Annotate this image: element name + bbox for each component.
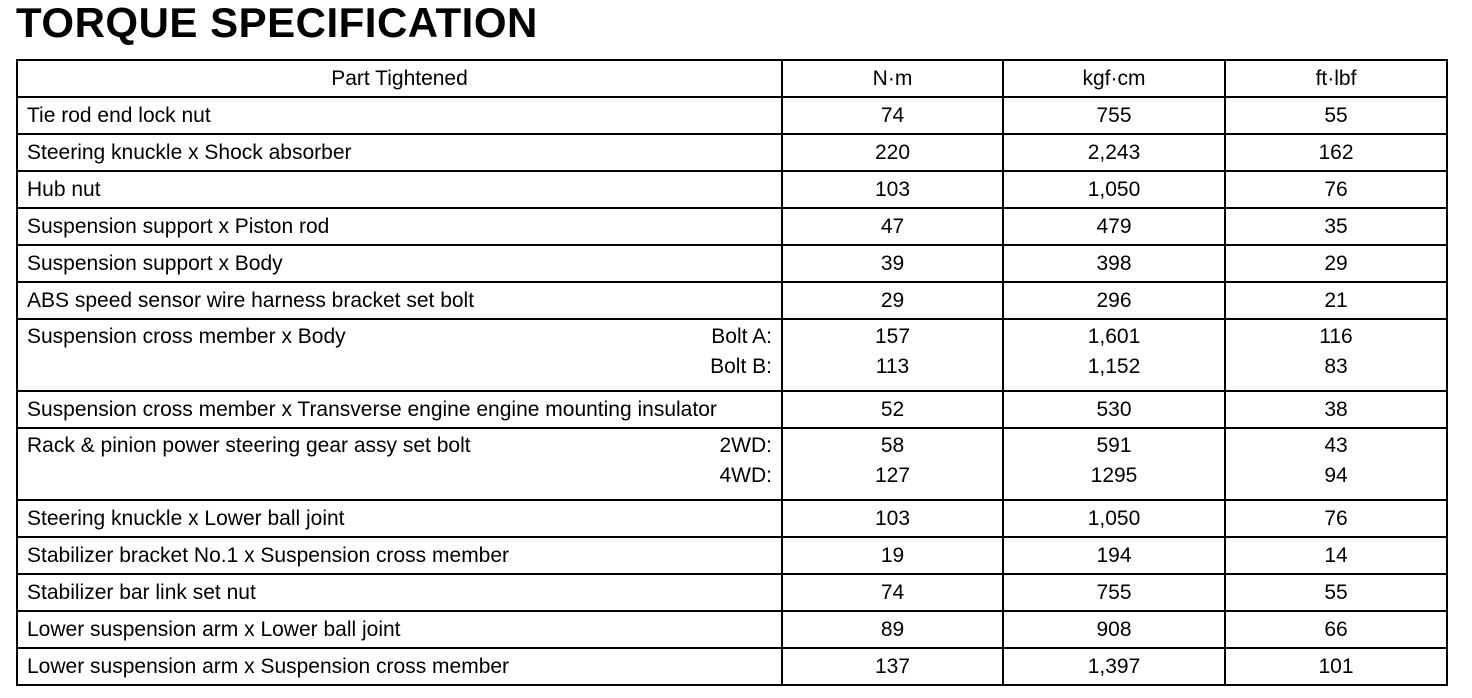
kgf-cell	[1003, 428, 1225, 500]
nm-value: 39	[782, 245, 1003, 282]
ftlbf-value: 29	[1225, 245, 1447, 282]
nm-value: 137	[782, 648, 1003, 685]
nm-value: 58	[880, 434, 905, 457]
part-name: ABS speed sensor wire harness bracket set bolt	[17, 282, 782, 319]
part-name: Tie rod end lock nut	[17, 97, 782, 134]
part-name: Suspension support x Piston rod	[17, 208, 782, 245]
header-nm: N·m	[782, 60, 1003, 97]
table-row	[17, 134, 1447, 171]
part-name: Steering knuckle x Shock absorber	[17, 134, 782, 171]
header-kgf-cm: kgf·cm	[1003, 60, 1225, 97]
nm-value: 220	[782, 134, 1003, 171]
kgf-value: 1,050	[1003, 171, 1225, 208]
part-name: Rack & pinion power steering gear assy set bolt	[27, 434, 471, 457]
ftlbf-value: 94	[1324, 464, 1348, 487]
nm-value: 113	[875, 355, 910, 378]
table-row	[17, 648, 1447, 685]
nm-value: 19	[782, 537, 1003, 574]
kgf-value: 755	[1003, 97, 1225, 134]
table-row	[17, 537, 1447, 574]
sub-label: 2WD:	[719, 434, 772, 457]
table-row	[17, 97, 1447, 134]
part-name: Lower suspension arm x Suspension cross member	[17, 648, 782, 685]
nm-cell	[782, 319, 1003, 391]
kgf-value: 591	[1096, 434, 1132, 457]
nm-value: 52	[782, 391, 1003, 428]
nm-value: 127	[874, 464, 911, 487]
sub-label: Bolt A:	[711, 325, 772, 348]
ftlbf-value: 76	[1225, 171, 1447, 208]
kgf-value: 479	[1003, 208, 1225, 245]
kgf-value: 1,397	[1003, 648, 1225, 685]
part-name: Suspension support x Body	[17, 245, 782, 282]
ftlbf-value: 38	[1225, 391, 1447, 428]
nm-value: 89	[782, 611, 1003, 648]
part-cell	[17, 319, 782, 391]
kgf-value: 2,243	[1003, 134, 1225, 171]
part-name: Suspension cross member x Transverse engine engine mounting insulator	[17, 391, 782, 428]
torque-spec-table	[16, 59, 1448, 686]
nm-value: 103	[782, 171, 1003, 208]
kgf-value: 530	[1003, 391, 1225, 428]
nm-value: 47	[782, 208, 1003, 245]
table-row	[17, 391, 1447, 428]
kgf-value: 755	[1003, 574, 1225, 611]
ftlbf-cell	[1225, 428, 1447, 500]
nm-value: 74	[782, 97, 1003, 134]
nm-value: 74	[782, 574, 1003, 611]
header-row	[17, 60, 1447, 97]
part-name: Stabilizer bar link set nut	[17, 574, 782, 611]
table-row	[17, 500, 1447, 537]
kgf-value: 1295	[1090, 464, 1138, 487]
header-ft-lbf: ft·lbf	[1225, 60, 1447, 97]
nm-value: 157	[874, 325, 911, 348]
part-name: Hub nut	[17, 171, 782, 208]
ftlbf-value: 35	[1225, 208, 1447, 245]
ftlbf-value: 66	[1225, 611, 1447, 648]
part-name: Stabilizer bracket No.1 x Suspension cross member	[17, 537, 782, 574]
part-cell	[17, 428, 782, 500]
table-row	[17, 171, 1447, 208]
kgf-value: 1,152	[1087, 355, 1141, 378]
ftlbf-cell	[1225, 319, 1447, 391]
ftlbf-value: 116	[1319, 325, 1353, 348]
kgf-cell	[1003, 319, 1225, 391]
kgf-value: 1,050	[1003, 500, 1225, 537]
nm-cell	[782, 428, 1003, 500]
table-row	[17, 319, 1447, 391]
table-row	[17, 574, 1447, 611]
table-row	[17, 245, 1447, 282]
header-part-tightened: Part Tightened	[17, 60, 782, 97]
ftlbf-value: 83	[1324, 355, 1348, 378]
ftlbf-value: 14	[1225, 537, 1447, 574]
table-body	[17, 97, 1447, 685]
ftlbf-value: 55	[1225, 97, 1447, 134]
kgf-value: 1,601	[1087, 325, 1141, 348]
part-name: Lower suspension arm x Lower ball joint	[17, 611, 782, 648]
page-title: TORQUE SPECIFICATION	[16, 0, 538, 46]
nm-value: 29	[782, 282, 1003, 319]
table-row	[17, 282, 1447, 319]
sub-label: Bolt B:	[710, 355, 772, 378]
nm-value: 103	[782, 500, 1003, 537]
ftlbf-value: 21	[1225, 282, 1447, 319]
kgf-value: 194	[1003, 537, 1225, 574]
kgf-value: 296	[1003, 282, 1225, 319]
sub-label: 4WD:	[719, 464, 772, 487]
ftlbf-value: 101	[1225, 648, 1447, 685]
ftlbf-value: 76	[1225, 500, 1447, 537]
part-name: Steering knuckle x Lower ball joint	[17, 500, 782, 537]
ftlbf-value: 43	[1324, 434, 1348, 457]
ftlbf-value: 55	[1225, 574, 1447, 611]
kgf-value: 398	[1003, 245, 1225, 282]
ftlbf-value: 162	[1225, 134, 1447, 171]
part-name: Suspension cross member x Body	[27, 325, 346, 348]
kgf-value: 908	[1003, 611, 1225, 648]
table-row	[17, 428, 1447, 500]
table-row	[17, 208, 1447, 245]
table-row	[17, 611, 1447, 648]
